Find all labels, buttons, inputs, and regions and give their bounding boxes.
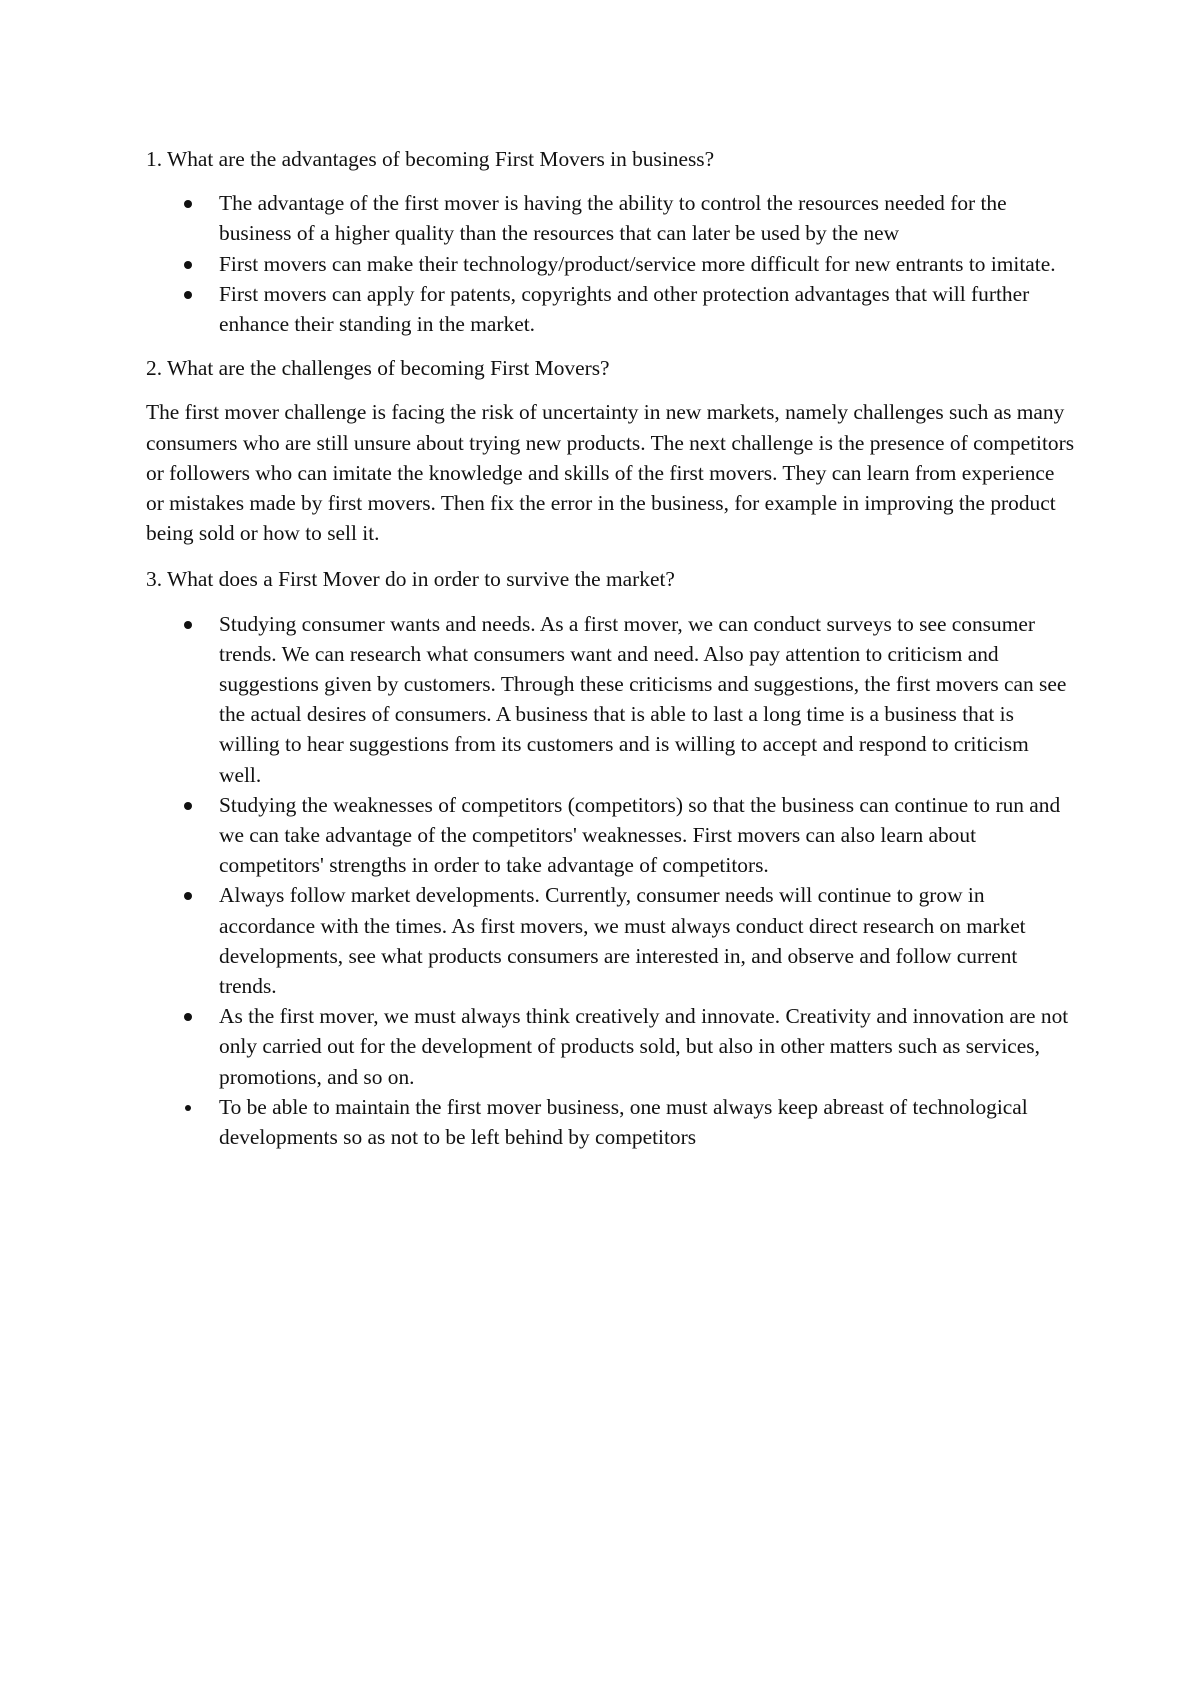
- survival-strategies-list: [146, 609, 1076, 1153]
- advantages-list: [146, 188, 1076, 339]
- list-item: [146, 188, 1076, 248]
- list-item: [146, 790, 1076, 881]
- list-item-text: Always follow market developments. Currently, consumer needs will continue to grow in accordance with the times. As first movers, we must always conduct direct research on market developments, see what products consumers are interested in, and observe and follow current trends.: [219, 883, 1026, 999]
- list-item: [146, 249, 1076, 279]
- answer-2-paragraph: The first mover challenge is facing the risk of uncertainty in new markets, namely challenges such as many consumers who are still unsure about trying new products. The next challenge is the presence of competitors or followers who can imitate the knowledge and skills of the first movers. They can learn from experience or mistakes made by first movers. Then fix the error in the business, for example in improving the product being sold or how to sell it.: [146, 400, 1075, 546]
- bullet-icon: [184, 892, 192, 900]
- bullet-icon: [184, 200, 192, 208]
- bullet-icon: [184, 621, 192, 629]
- list-item-text: The advantage of the first mover is having the ability to control the resources needed for the business of a higher quality than the resources that can later be used by the new: [219, 191, 1007, 246]
- list-item-text: As the first mover, we must always think creatively and innovate. Creativity and innovation are not only carried out for the development of products sold, but also in other matters such as services, promotions, and so on.: [219, 1004, 1069, 1089]
- list-item: [146, 1001, 1076, 1092]
- bullet-icon: [184, 802, 192, 810]
- bullet-icon: [185, 1105, 191, 1111]
- document-body: [146, 144, 1076, 1166]
- list-item-text: Studying the weaknesses of competitors (competitors) so that the business can continue to run and we can take advantage of the competitors' weaknesses. First movers can also learn about competitors' strengths in order to take advantage of competitors.: [219, 792, 1061, 878]
- question-1: 1. What are the advantages of becoming First Movers in business?: [146, 147, 715, 171]
- list-item-text: First movers can make their technology/product/service more difficult for new entrants to imitate.: [219, 251, 1056, 276]
- bullet-icon: [184, 261, 192, 269]
- question-3: 3. What does a First Mover do in order to survive the market?: [146, 567, 675, 592]
- question-2: 2. What are the challenges of becoming First Movers?: [146, 356, 610, 381]
- list-item-text: Studying consumer wants and needs. As a first mover, we can conduct surveys to see consumer trends. We can research what consumers want and need. Also pay attention to criticism and suggestions given by customers. Through these criticisms and suggestions, the first movers can see the actual desires of consumers. A business that is able to last a long time is a business that is willing to hear suggestions from its customers and is willing to accept and respond to criticism well.: [219, 611, 1067, 787]
- list-item: [146, 880, 1076, 1001]
- list-item: [146, 609, 1076, 790]
- list-item: [146, 279, 1076, 339]
- bullet-icon: [184, 291, 192, 299]
- list-item: [146, 1092, 1076, 1152]
- list-item-text: First movers can apply for patents, copyrights and other protection advantages that will further enhance their standing in the market.: [219, 281, 1030, 337]
- bullet-icon: [184, 1013, 192, 1021]
- list-item-text: To be able to maintain the first mover business, one must always keep abreast of technological developments so as not to be left behind by competitors: [219, 1094, 1028, 1150]
